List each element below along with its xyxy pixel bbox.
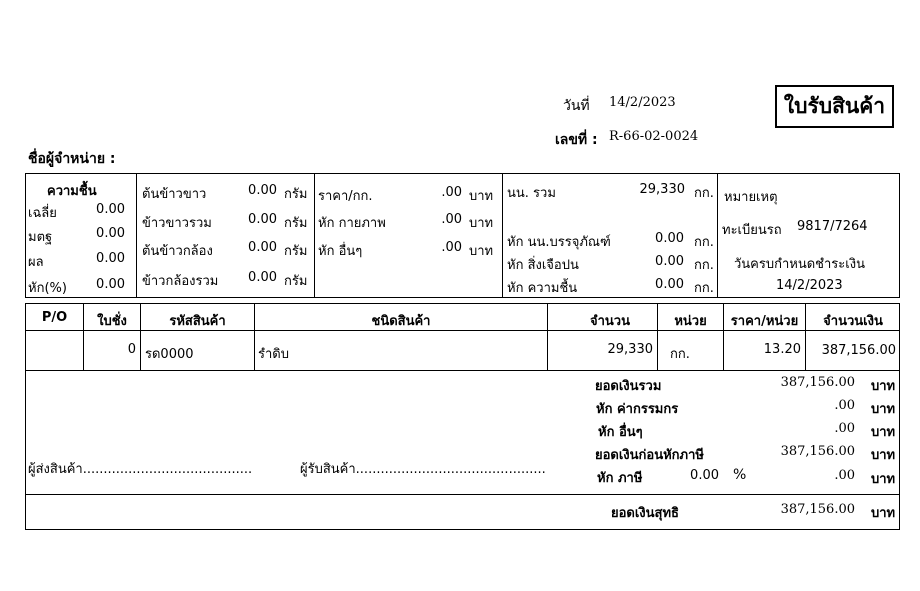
net-currency: บาท (871, 506, 896, 521)
tax-currency: บาท (871, 472, 896, 487)
weight-total-unit: กก. (694, 186, 714, 201)
col-po: P/O (41, 310, 68, 325)
price-per-kg-unit: บาท (469, 189, 494, 204)
weight-package-value: 0.00 (655, 231, 684, 246)
tax-label: หัก ภาษี (597, 471, 643, 486)
rice-brown-total-unit: กรัม (284, 274, 308, 289)
moisture-title: ความชื้น (47, 184, 97, 199)
col-code: รหัสสินค้า (169, 314, 226, 329)
doc-no-label: เลขที่ : (555, 132, 598, 148)
col-amount: จำนวนเงิน (823, 314, 883, 329)
row-ticket: 0 (127, 342, 136, 357)
row-amount: 387,156.00 (821, 343, 896, 358)
weight-moisture-value: 0.00 (655, 277, 684, 292)
other-deduct-currency: บาท (871, 425, 896, 440)
doc-no-value: R-66-02-0024 (609, 129, 699, 144)
pretax-value: 387,156.00 (780, 444, 855, 459)
commission-label: หัก ค่ากรรมกร (596, 402, 679, 417)
rice-white-head-label: ต้นข้าวขาว (142, 187, 207, 202)
moisture-deduct-label: หัก(%) (28, 281, 67, 296)
due-date-value: 14/2/2023 (776, 278, 843, 293)
row-type: รำดิบ (258, 347, 289, 362)
due-date-label: วันครบกำหนดชำระเงิน (734, 257, 865, 272)
tax-value: .00 (834, 468, 855, 483)
remark-label: หมายเหตุ (724, 190, 778, 205)
weight-impurity-label: หัก สิ่งเจือปน (507, 258, 579, 273)
other-deduct-value: .00 (834, 421, 855, 436)
commission-value: .00 (834, 398, 855, 413)
weight-moisture-label: หัก ความชื้น (507, 281, 578, 296)
price-physical-label: หัก กายภาพ (318, 216, 386, 231)
row-unit: กก. (670, 347, 690, 362)
price-other-value: .00 (441, 240, 462, 255)
col-ticket: ใบชั่ง (97, 314, 127, 329)
weight-total-value: 29,330 (639, 182, 685, 197)
weight-impurity-value: 0.00 (655, 254, 684, 269)
rice-white-total-label: ข้าวขาวรวม (142, 216, 212, 231)
rice-brown-head-label: ต้นข้าวกล้อง (142, 244, 213, 259)
price-other-unit: บาท (469, 244, 494, 259)
rice-white-total-value: 0.00 (248, 212, 277, 227)
price-per-kg-value: .00 (441, 185, 462, 200)
total-currency: บาท (871, 379, 896, 394)
total-value: 387,156.00 (780, 375, 855, 390)
row-qty: 29,330 (607, 342, 653, 357)
moisture-result-value: 0.00 (96, 251, 125, 266)
net-value: 387,156.00 (780, 502, 855, 517)
weight-total-label: นน. รวม (507, 186, 556, 201)
col-type: ชนิดสินค้า (371, 314, 431, 329)
price-physical-unit: บาท (469, 216, 494, 231)
rice-white-head-unit: กรัม (284, 187, 308, 202)
document-title: ใบรับสินค้า (775, 85, 894, 128)
tax-percent-sign: % (733, 467, 747, 483)
receiver-signature: ผู้รับสินค้า.............................................. (300, 462, 546, 477)
date-label: วันที่ (563, 98, 590, 114)
rice-brown-total-value: 0.00 (248, 270, 277, 285)
rice-brown-head-unit: กรัม (284, 244, 308, 259)
moisture-result-label: ผล (28, 255, 44, 270)
moisture-avg-value: 0.00 (96, 202, 125, 217)
price-per-kg-label: ราคา/กก. (318, 189, 373, 204)
car-label: ทะเบียนรถ (722, 223, 782, 238)
tax-rate: 0.00 (690, 468, 719, 483)
col-price: ราคา/หน่วย (730, 314, 799, 329)
weight-moisture-unit: กก. (694, 281, 714, 296)
total-label: ยอดเงินรวม (595, 379, 662, 394)
rice-white-total-unit: กรัม (284, 216, 308, 231)
commission-currency: บาท (871, 402, 896, 417)
weight-package-label: หัก นน.บรรจุภัณฑ์ (507, 235, 611, 250)
moisture-std-value: 0.00 (96, 226, 125, 241)
car-value: 9817/7264 (797, 219, 868, 234)
weight-impurity-unit: กก. (694, 258, 714, 273)
col-unit: หน่วย (674, 314, 707, 329)
sender-signature: ผู้ส่งสินค้า......................................... (28, 462, 253, 477)
rice-brown-head-value: 0.00 (248, 240, 277, 255)
pretax-label: ยอดเงินก่อนหักภาษี (595, 448, 704, 463)
other-deduct-label: หัก อื่นๆ (598, 425, 643, 440)
rice-white-head-value: 0.00 (248, 183, 277, 198)
price-physical-value: .00 (441, 212, 462, 227)
net-label: ยอดเงินสุทธิ (611, 506, 679, 521)
col-qty: จำนวน (590, 314, 630, 329)
moisture-std-label: มตฐ (28, 230, 53, 245)
pretax-currency: บาท (871, 448, 896, 463)
moisture-avg-label: เฉลี่ย (28, 206, 57, 221)
row-code: รด0000 (145, 347, 194, 362)
date-value: 14/2/2023 (609, 95, 676, 110)
supplier-label: ชื่อผู้จำหน่าย : (28, 151, 116, 167)
rice-brown-total-label: ข้าวกล้องรวม (142, 274, 219, 289)
price-other-label: หัก อื่นๆ (318, 244, 363, 259)
moisture-deduct-value: 0.00 (96, 277, 125, 292)
row-price: 13.20 (763, 342, 801, 357)
weight-package-unit: กก. (694, 235, 714, 250)
